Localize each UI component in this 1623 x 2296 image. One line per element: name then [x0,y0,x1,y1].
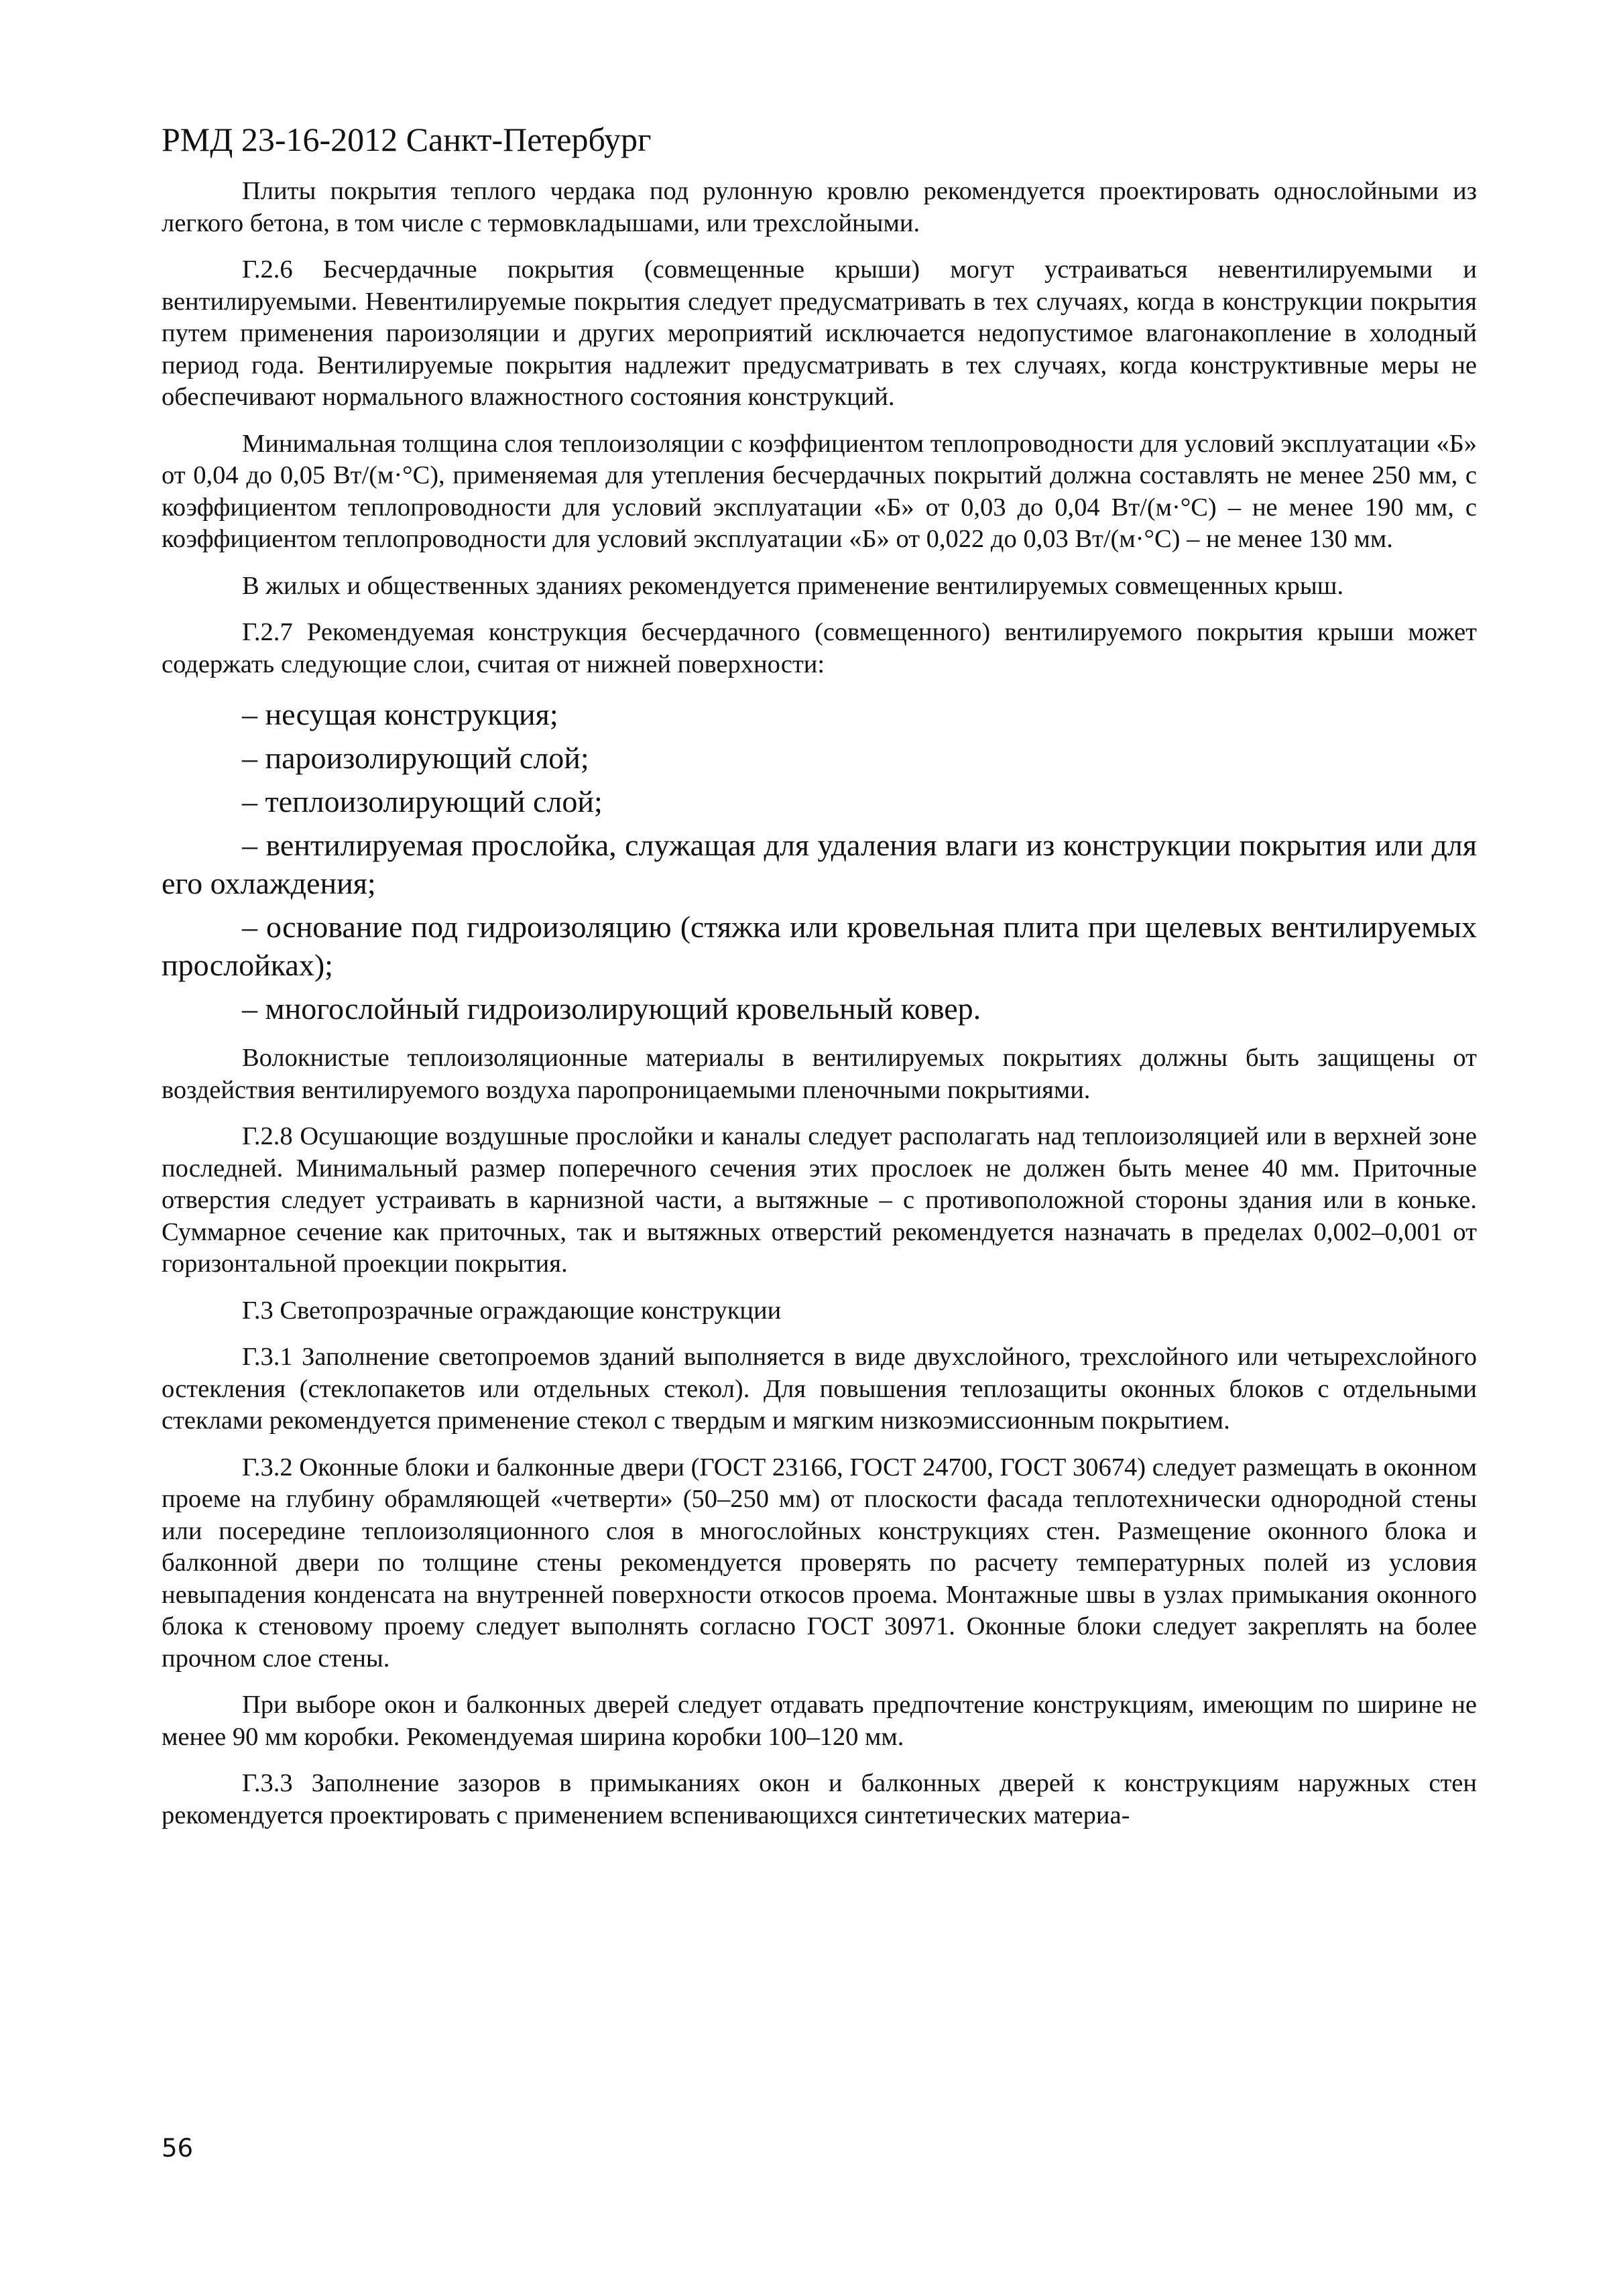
paragraph-g-2-8: Г.2.8 Осушающие воздушные прослойки и каналы следует располагать над теплоизоляцией или в верхней зоне последней. Минимальный размер поперечного сечения этих прослоек не должен быть менее 40 мм. Приточные отверстия следует устраивать в карнизной части, а вытяжные – с противоположной стороны здания или в коньке. Суммарное сечение как приточных, так и вытяжных отверстий рекомендуется назначать в пределах 0,002–0,001 от горизонтальной проекции покрытия. [162,1122,1477,1278]
paragraph-g-2-7: Г.2.7 Рекомендуемая конструкция бесчердачного (совмещенного) вентилируемого покрытия крыши может содержать следующие слои, считая от нижней поверхности: [162,618,1477,678]
paragraph-attic-slabs: Плиты покрытия теплого чердака под рулонную кровлю рекомендуется проектировать однослойными из легкого бетона, в том числе с термовкладышами, или трехслойными. [162,177,1477,237]
paragraph-fibrous-materials: Волокнистые теплоизоляционные материалы в вентилируемых покрытиях должны быть защищены от воздействия вентилируемого воздуха паропроницаемыми пленочными покрытиями. [162,1044,1477,1104]
list-item: – несущая конструкция; [242,697,558,731]
paragraph-g-3-2: Г.3.2 Оконные блоки и балконные двери (ГОСТ 23166, ГОСТ 24700, ГОСТ 30674) следует размещать в оконном проеме на глубину обрамляющей «четверти» (50–250 мм) от плоскости фасада теплотехнически однородной стены или посередине теплоизоляционного слоя в многослойных конструкциях стен. Размещение оконного блока и балконной двери по толщине стены рекомендуется проверять по расчету температурных полей из условия невыпадения конденсата на внутренней поверхности откосов проема. Монтажные швы в узлах примыкания оконного блока к стеновому проему следует выполнять согласно ГОСТ 30971. Оконные блоки следует закреплять на более прочном слое стены. [162,1453,1477,1673]
paragraph-g-3-3: Г.3.3 Заполнение зазоров в примыканиях окон и балконных дверей к конструкциям наружных стен рекомендуется проектировать с применением вспенивающихся синтетических материа- [162,1769,1477,1829]
paragraph-g-2-6: Г.2.6 Бесчердачные покрытия (совмещенные крыши) могут устраиваться невентилируемыми и вентилируемыми. Невентилируемые покрытия следует предусматривать в тех случаях, когда в конструкции покрытия путем применения пароизоляции и других мероприятий исключается недопустимое влагонакопление в холодный период года. Вентилируемые покрытия надлежит предусматривать в тех случаях, когда конструктивные меры не обеспечивают нормального влажностного состояния конструкций. [162,255,1477,411]
page-body [162,176,1477,1846]
roof-layers-list [162,695,1477,1028]
section-heading-g-3: Г.3 Светопрозрачные ограждающие конструкции [242,1296,782,1325]
paragraph-window-frames: При выборе окон и балконных дверей следует отдавать предпочтение конструкциям, имеющим по ширине не менее 90 мм коробки. Рекомендуемая ширина коробки 100–120 мм. [162,1691,1477,1751]
page-number: 56 [162,2134,194,2163]
list-item: – пароизолирующий слой; [242,741,589,775]
document-header: РМД 23-16-2012 Санкт-Петербург [162,121,652,158]
paragraph-ventilated-roofs: В жилых и общественных зданиях рекомендуется применение вентилируемых совмещенных крыш. [242,571,1344,600]
paragraph-insulation-thickness: Минимальная толщина слоя теплоизоляции с коэффициентом теплопроводности для условий эксплуатации «Б» от 0,04 до 0,05 Вт/(м·°С), применяемая для утепления бесчердачных покрытий должна составлять не менее 250 мм, с коэффициентом теплопроводности для условий эксплуатации «Б» от 0,03 до 0,04 Вт/(м·°С) – не менее 190 мм, с коэффициентом теплопроводности для условий эксплуатации «Б» от 0,022 до 0,03 Вт/(м·°С) – не менее 130 мм. [162,429,1477,553]
list-item: – вентилируемая прослойка, служащая для удаления влаги из конструкции покрытия или для его охлаждения; [162,828,1477,900]
list-item: – теплоизолирующий слой; [242,784,603,819]
list-item: – многослойный гидроизолирующий кровельный ковер. [242,991,981,1026]
list-item: – основание под гидроизоляцию (стяжка или кровельная плита при щелевых вентилируемых прослойках); [162,910,1477,982]
paragraph-g-3-1: Г.3.1 Заполнение светопроемов зданий выполняется в виде двухслойного, трехслойного или четырехслойного остекления (стеклопакетов или отдельных стекол). Для повышения теплозащиты оконных блоков с отдельными стеклами рекомендуется применение стекол с твердым и мягким низкоэмиссионным покрытием. [162,1343,1477,1435]
